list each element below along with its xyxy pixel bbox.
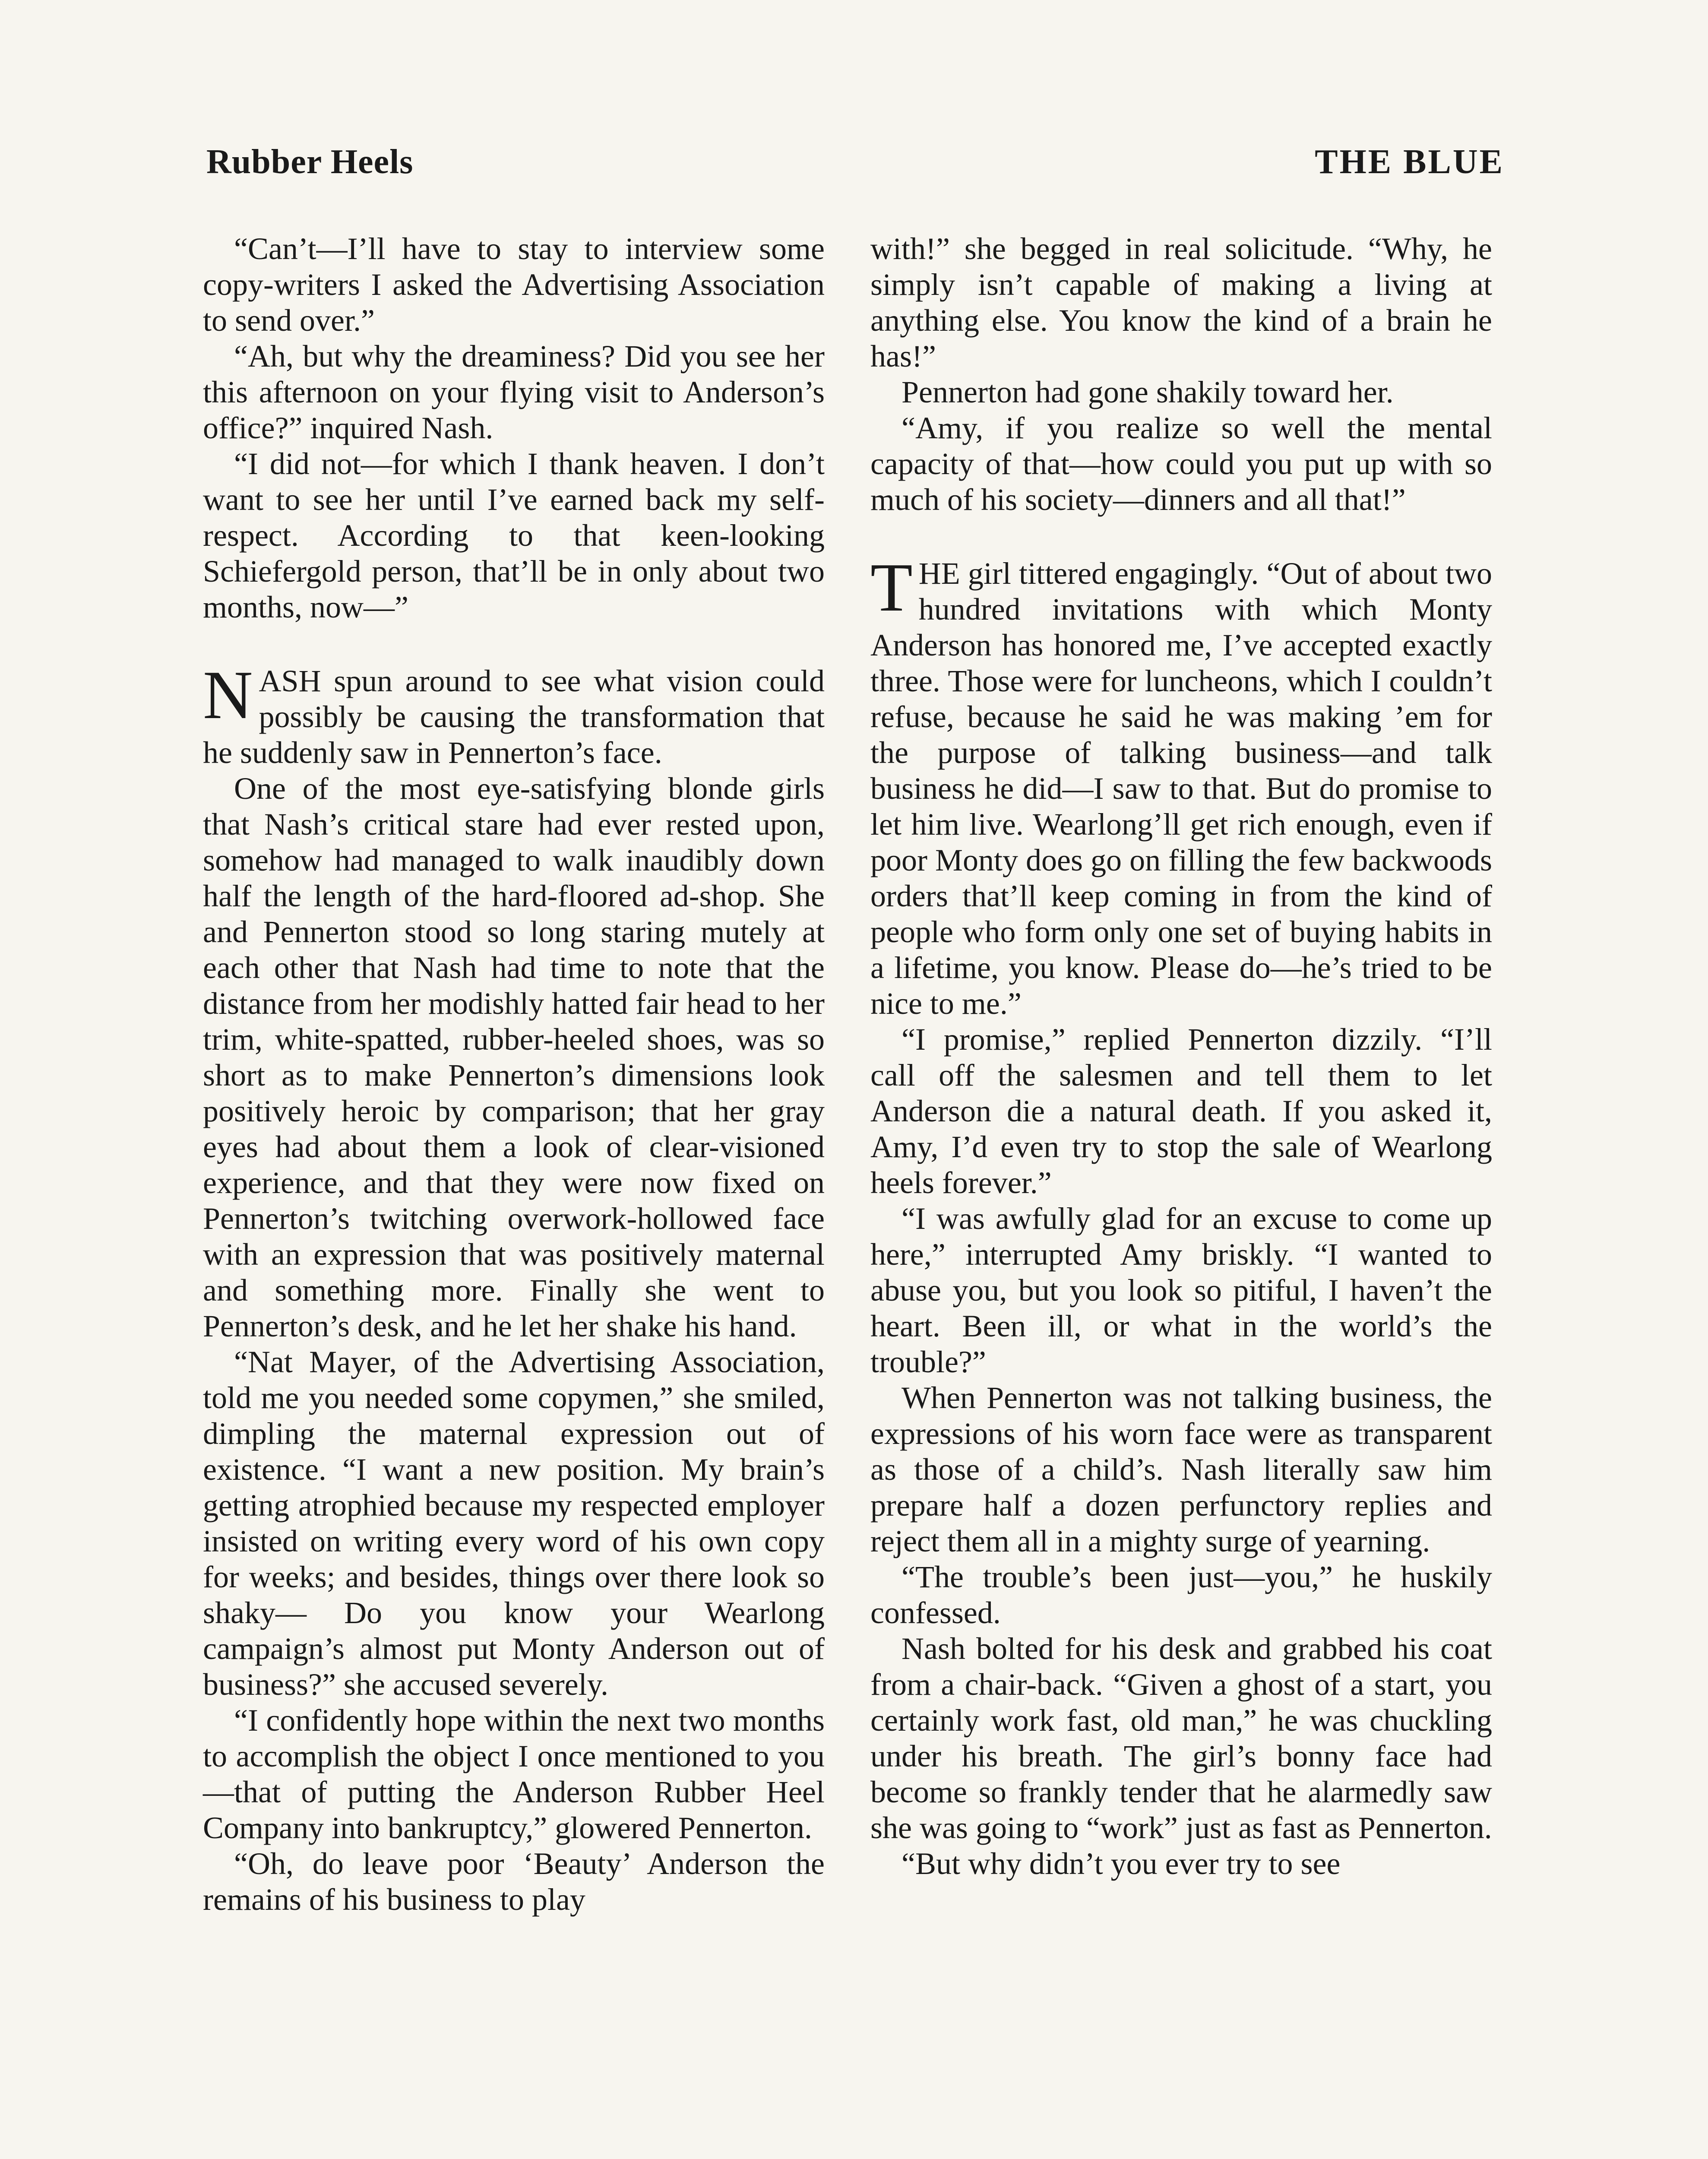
paragraph: “But why didn’t you ever try to see bbox=[901, 1846, 1341, 1881]
text-column-left bbox=[203, 231, 825, 1918]
paragraph-text: HE girl tittered engagingly. “Out of about two hundred invitations with which Monty Anderson has honored me, I’ve accepted exactly three. Those were for luncheons, which I couldn’t refuse, because he said he was making ’em for the purpose of talking business—and talk business he did—I saw to that. But do promise to let him live. Wearlong’ll get rich enough, even if poor Monty does go on filling the few backwoods orders that’ll keep coming in from the kind of people who form only one set of buying habits in a lifetime, you know. Please do—he’s tried to be nice to me.” bbox=[870, 556, 1492, 1021]
section-paragraph bbox=[203, 656, 825, 771]
drop-cap: N bbox=[203, 656, 253, 733]
paragraph: Nash bolted for his desk and grabbed his coat from a chair-back. “Given a ghost of a start, you certainly work fast, old man,” he was chuckling under his breath. The girl’s bonny face had become so frankly tender that he alarmedly saw she was going to “work” just as fast as Pennerton. bbox=[870, 1631, 1492, 1845]
paragraph: One of the most eye-satisfying blonde girls that Nash’s critical stare had ever rested upon, somehow had managed to walk inaudibly down half the length of the hard-floored ad-shop. She and Pennerton stood so long staring mutely at each other that Nash had time to note that the distance from her modishly hatted fair head to her trim, white-spatted, rubber-heeled shoes, was so short as to make Pennerton’s dimensions look positively heroic by comparison; that her gray eyes had about them a look of clear-visioned experience, and that they were now fixed on Pennerton’s twitching overwork-hollowed face with an expression that was positively maternal and something more. Finally she went to Pennerton’s desk, and he let her shake his hand. bbox=[203, 771, 825, 1343]
section-paragraph bbox=[870, 549, 1492, 1022]
drop-cap: T bbox=[870, 549, 913, 626]
paragraph-text: ASH spun around to see what vision could possibly be causing the transformation that he suddenly saw in Pennerton’s face. bbox=[203, 664, 825, 770]
paragraph: When Pennerton was not talking business, the expressions of his worn face were as transparent as those of a child’s. Nash literally saw him prepare half a dozen perfunctory replies and reject them all in a mighty surge of yearning. bbox=[870, 1380, 1492, 1558]
paragraph: “Amy, if you realize so well the mental capacity of that—how could you put up with so much of his society—dinners and all that!” bbox=[870, 411, 1492, 517]
paragraph: “I promise,” replied Pennerton dizzily. “I’ll call off the salesmen and tell them to let Anderson die a natural death. If you asked it, Amy, I’d even try to stop the sale of Wearlong heels forever.” bbox=[870, 1022, 1492, 1200]
paragraph: Pennerton had gone shakily toward her. bbox=[901, 375, 1394, 409]
text-column-right bbox=[870, 231, 1492, 1882]
paragraph: “Nat Mayer, of the Advertising Association, told me you needed some copymen,” she smiled, dimpling the maternal expression out of existence. “I want a new position. My brain’s getting atrophied because my respected employer insisted on writing every word of his own copy for weeks; and besides, things over there look so shaky— Do you know your Wearlong campaign’s almost put Monty Anderson out of business?” she accused severely. bbox=[203, 1345, 825, 1702]
running-head-magazine: THE BLUE bbox=[1315, 143, 1504, 181]
paragraph: with!” she begged in real solicitude. “Why, he simply isn’t capable of making a living at anything else. You know the kind of a brain he has!” bbox=[870, 231, 1492, 374]
paragraph: “The trouble’s been just—you,” he huskily confessed. bbox=[870, 1560, 1492, 1630]
paragraph: “Ah, but why the dreaminess? Did you see her this afternoon on your flying visit to Anderson’s office?” inquired Nash. bbox=[203, 339, 825, 445]
paragraph: “I confidently hope within the next two months to accomplish the object I once mentioned to you—that of putting the Anderson Rubber Heel Company into bankruptcy,” glowered Pennerton. bbox=[203, 1703, 825, 1845]
paragraph: “Can’t—I’ll have to stay to interview some copy-writers I asked the Advertising Association to send over.” bbox=[203, 231, 825, 338]
paragraph: “Oh, do leave poor ‘Beauty’ Anderson the remains of his business to play bbox=[203, 1846, 825, 1917]
running-head-title: Rubber Heels bbox=[206, 143, 414, 181]
paragraph: “I was awfully glad for an excuse to come up here,” interrupted Amy briskly. “I wanted to abuse you, but you look so pitiful, I haven’t the heart. Been ill, or what in the world’s the trouble?” bbox=[870, 1201, 1492, 1379]
paragraph: “I did not—for which I thank heaven. I don’t want to see her until I’ve earned back my self-respect. According to that keen-looking Schiefergold person, that’ll be in only about two months, now—” bbox=[203, 446, 825, 624]
